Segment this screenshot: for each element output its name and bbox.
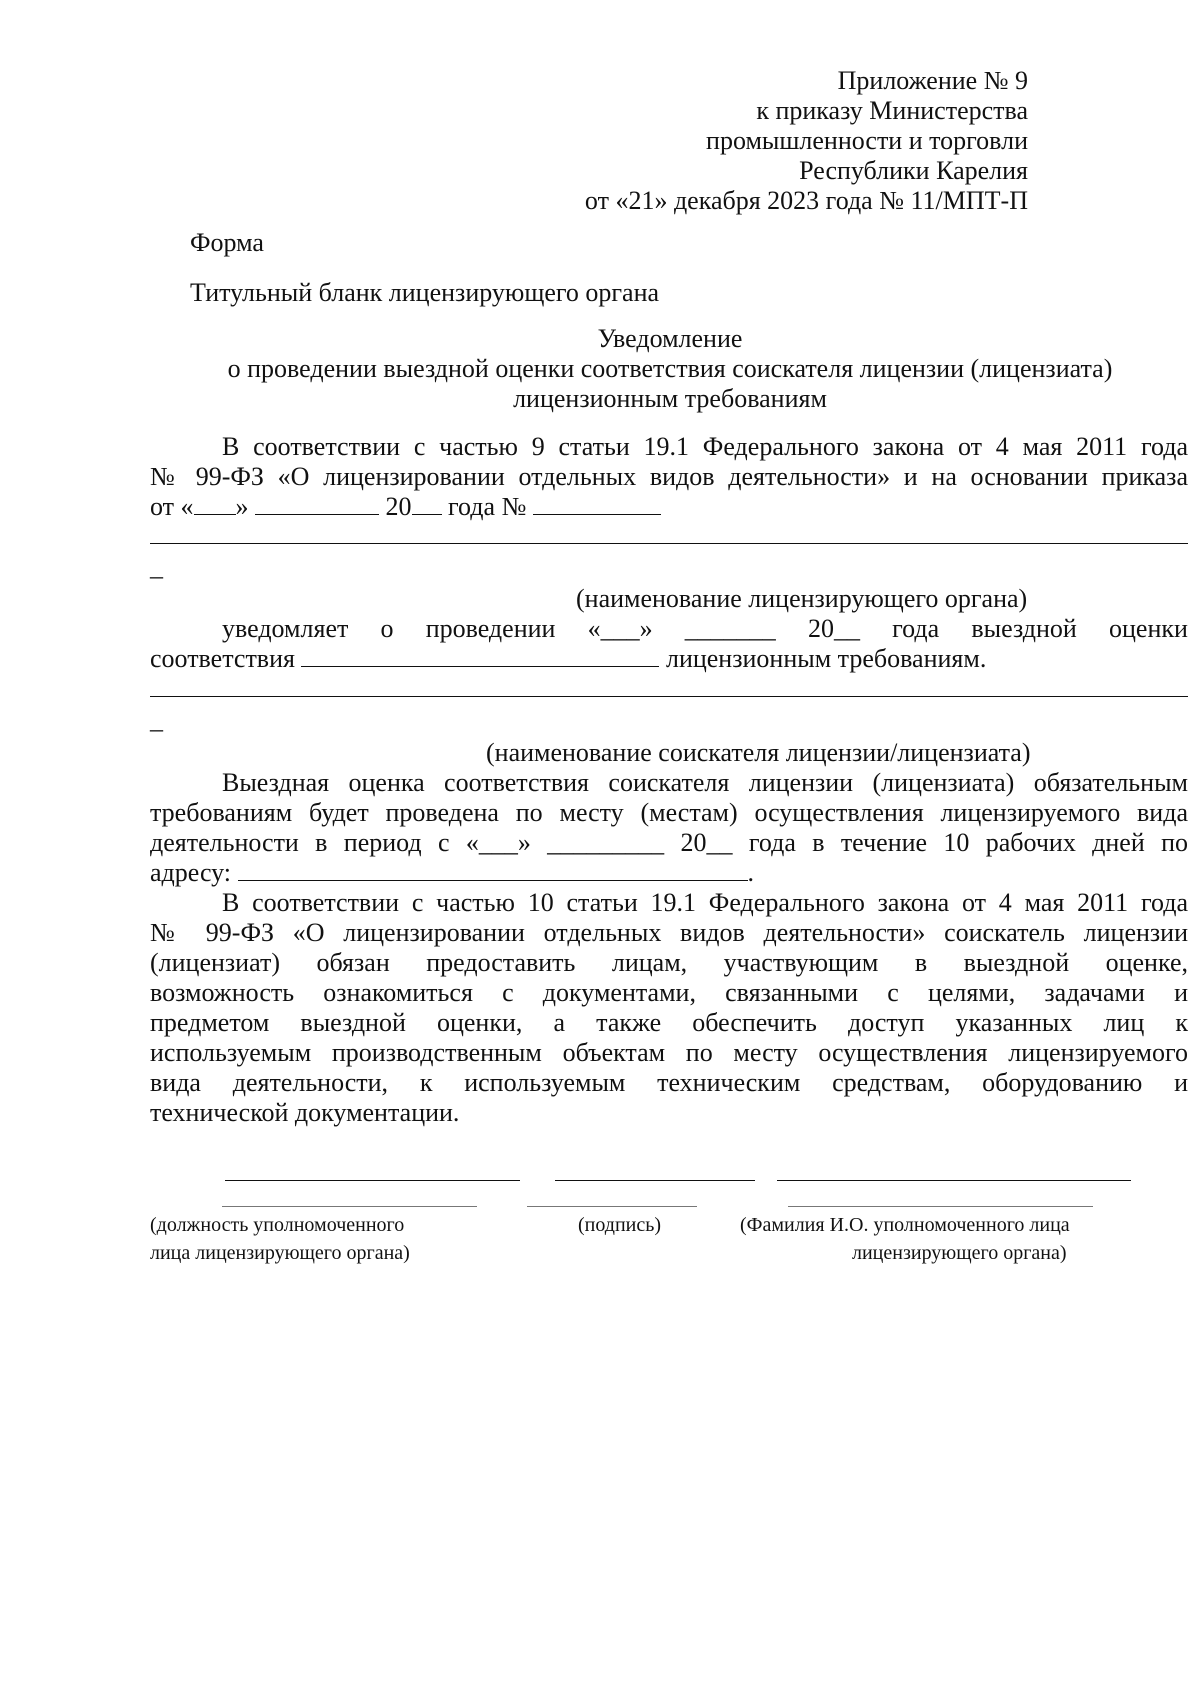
header-line-3: промышленности и торговли (706, 126, 1028, 155)
p2-word-3: проведении (425, 614, 556, 643)
p2-word-5: _______ (684, 614, 776, 643)
header-line-4: Республики Карелия (799, 156, 1028, 185)
position-caption-line-1: (должность уполномоченного (150, 1214, 405, 1236)
p2-word-8: выездной (971, 614, 1077, 643)
position-signature-line[interactable] (225, 1180, 520, 1181)
p2-word-6: 20__ (807, 614, 860, 643)
p2-line-1 (222, 614, 1188, 644)
p2-line-2-prefix: соответствия (150, 644, 302, 673)
sign-caption: (подпись) (578, 1214, 662, 1236)
p1-line-3-close: » (235, 492, 256, 521)
name-caption-line (788, 1206, 1093, 1207)
sign-caption-line (527, 1206, 697, 1207)
full-name-signature-line[interactable] (777, 1180, 1131, 1181)
p2-word-1: уведомляет (222, 614, 349, 643)
p1-line-3-number: года № (441, 492, 533, 521)
p4-line-7: вида деятельности, к используемым техническим средствам, оборудованию и (150, 1068, 1188, 1097)
title-blank: Титульный бланк лицензирующего органа (190, 278, 660, 307)
p2-word-9: оценки (1108, 614, 1188, 643)
p4-line-6: используемым производственным объектам по месту осуществления лицензируемого (150, 1038, 1188, 1067)
header-line-5: от «21» декабря 2023 года № 11/МПТ-П (584, 186, 1028, 215)
year-blank[interactable] (412, 492, 442, 515)
header-line-2: к приказу Министерства (756, 96, 1028, 125)
caption-applicant: (наименование соискателя лицензии/лицензиата) (486, 738, 1031, 767)
applicant-name-line[interactable] (150, 696, 1188, 697)
title-line-1: Уведомление (597, 324, 743, 353)
dash-mark-2: _ (150, 705, 163, 734)
day-blank[interactable] (194, 492, 236, 515)
caption-organ: (наименование лицензирующего органа) (576, 584, 1028, 613)
p3-line-2: требованиям будет проведена по месту (местам) осуществления лицензируемого вида (150, 798, 1188, 827)
p4-line-8: технической документации. (150, 1098, 460, 1127)
p4-line-4: возможность ознакомиться с документами, связанными с целями, задачами и (150, 978, 1188, 1007)
position-caption-line (222, 1206, 477, 1207)
p3-line-1: Выездная оценка соответствия соискателя лицензии (лицензиата) обязательным (222, 768, 1188, 797)
p1-line-3-prefix: от « (150, 492, 194, 521)
p4-line-3: (лицензиат) обязан предоставить лицам, участвующим в выездной оценке, (150, 948, 1188, 977)
p2-word-7: года (892, 614, 940, 643)
address-blank[interactable] (238, 858, 748, 881)
month-blank[interactable] (255, 492, 379, 515)
p1-line-2: № 99-ФЗ «О лицензировании отдельных видов деятельности» и на основании приказа (150, 462, 1188, 491)
p3-line-4-suffix: . (747, 858, 755, 887)
p2-word-4: «___» (587, 614, 653, 643)
title-line-3: лицензионным требованиям (513, 384, 827, 413)
title-line-2: о проведении выездной оценки соответствия соискателя лицензии (лицензиата) (227, 354, 1113, 383)
p1-line-3-year: 20 (379, 492, 412, 521)
organ-name-line[interactable] (150, 543, 1188, 544)
p3-line-4 (150, 858, 754, 888)
header-line-1: Приложение № 9 (837, 66, 1028, 95)
name-caption-line-2: лицензирующего органа) (852, 1242, 1067, 1264)
position-caption-line-2: лица лицензирующего органа) (150, 1242, 410, 1264)
p3-line-3: деятельности в период с «___» _________ 20__ года в течение 10 рабочих дней по (150, 828, 1188, 857)
name-caption-line-1: (Фамилия И.О. уполномоченного лица (740, 1214, 1070, 1236)
p3-line-4-prefix: адресу: (150, 858, 238, 887)
p4-line-5: предметом выездной оценки, а также обеспечить доступ указанных лиц к (150, 1008, 1188, 1037)
order-number-blank[interactable] (533, 492, 661, 515)
p1-line-1: В соответствии с частью 9 статьи 19.1 Федерального закона от 4 мая 2011 года (222, 432, 1188, 461)
form-label: Форма (190, 228, 264, 257)
p1-line-3 (150, 492, 661, 522)
p4-line-2: № 99-ФЗ «О лицензировании отдельных видов деятельности» соискатель лицензии (150, 918, 1188, 947)
p2-line-2-suffix: лицензионным требованиям. (659, 644, 987, 673)
compliance-subject-blank[interactable] (301, 644, 659, 667)
p2-word-2: о (380, 614, 394, 643)
dash-mark-1: _ (150, 552, 163, 581)
signature-line[interactable] (555, 1180, 755, 1181)
p4-line-1: В соответствии с частью 10 статьи 19.1 Федерального закона от 4 мая 2011 года (222, 888, 1188, 917)
p2-line-2 (150, 644, 986, 674)
